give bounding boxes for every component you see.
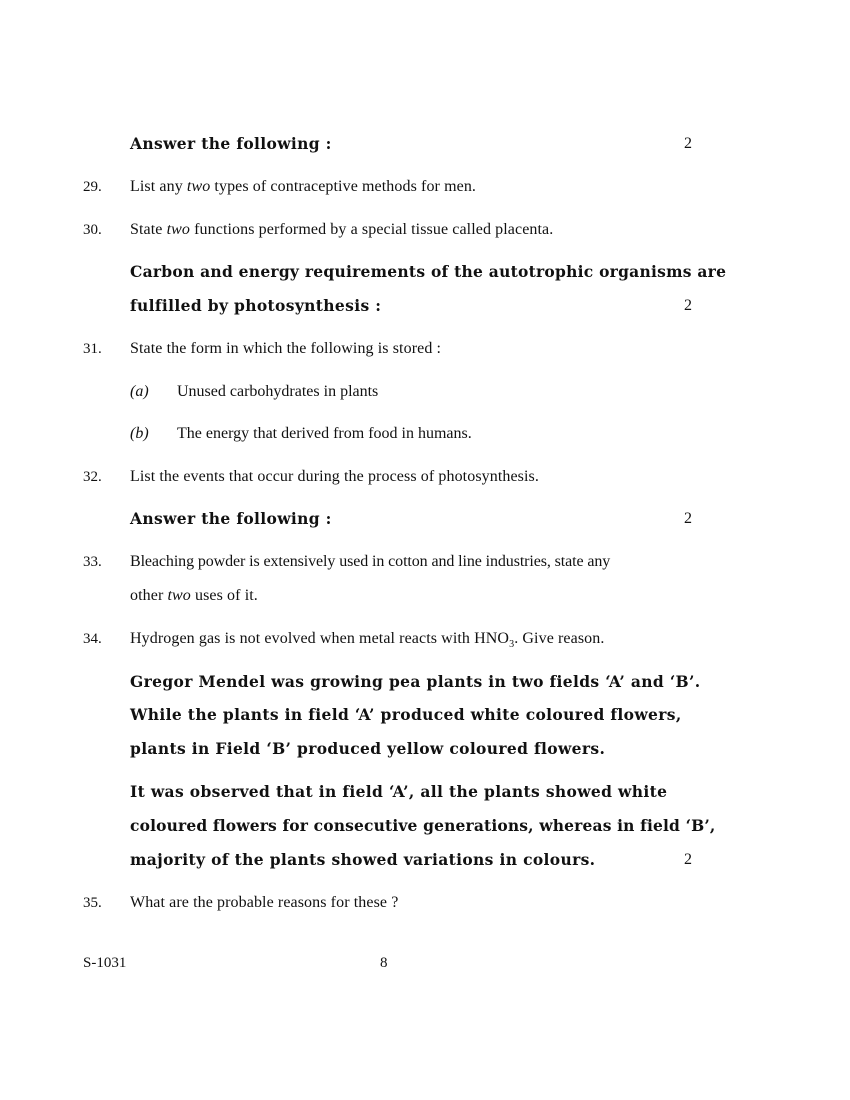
section-4-para-1-line-1: Gregor Mendel was growing pea plants in two fields ‘A’ and ‘B’. xyxy=(130,672,701,691)
question-number-34: 34. xyxy=(83,631,102,647)
section-4-para-2-line-2: coloured flowers for consecutive generations, whereas in field ‘B’, xyxy=(130,816,716,835)
question-text-34: Hydrogen gas is not evolved when metal reacts with $HNO_3$. Give reason. xyxy=(130,630,605,651)
sub-question-label-b: (b) xyxy=(130,425,149,442)
question-text-30: State two functions performed by a special tissue called placenta. xyxy=(130,221,554,238)
question-number-30: 30. xyxy=(83,222,102,238)
question-number-29: 29. xyxy=(83,179,102,195)
section-heading-1: Answer the following : xyxy=(130,134,332,153)
section-marks-4: 2 xyxy=(684,851,692,868)
sub-question-label-a: (a) xyxy=(130,383,149,400)
question-text-29: List any two types of contraceptive methods for men. xyxy=(130,178,477,195)
section-4-para-1-line-3: plants in Field ‘B’ produced yellow coloured flowers. xyxy=(130,739,606,758)
sub-question-text-a: Unused carbohydrates in plants xyxy=(177,383,379,400)
sub-question-text-b: The energy that derived from food in humans. xyxy=(177,425,472,442)
question-number-35: 35. xyxy=(83,895,102,911)
section-4-para-1-line-2: While the plants in field ‘A’ produced white coloured flowers, xyxy=(130,705,682,724)
question-number-32: 32. xyxy=(83,469,102,485)
section-marks-3: 2 xyxy=(684,510,692,527)
question-text-31: State the form in which the following is stored : xyxy=(130,340,442,357)
question-text-32: List the events that occur during the process of photosynthesis. xyxy=(130,468,539,485)
question-number-31: 31. xyxy=(83,341,102,357)
question-text-33-line-2: other two uses of it. xyxy=(130,587,258,604)
section-heading-3: Answer the following : xyxy=(130,509,332,528)
section-marks-1: 2 xyxy=(684,135,692,152)
section-heading-2-line-2: fulfilled by photosynthesis : xyxy=(130,296,382,315)
question-text-33-line-1: Bleaching powder is extensively used in cotton and line industries, state any xyxy=(130,553,611,570)
section-4-para-2-line-3: majority of the plants showed variations in colours. xyxy=(130,850,596,869)
section-heading-2-line-1: Carbon and energy requirements of the autotrophic organisms are xyxy=(130,262,727,281)
footer-page-number: 8 xyxy=(380,955,388,971)
question-number-33: 33. xyxy=(83,554,102,570)
footer-paper-code: S-1031 xyxy=(83,955,127,971)
section-4-para-2-line-1: It was observed that in field ‘A’, all the plants showed white xyxy=(130,782,668,801)
question-text-35: What are the probable reasons for these ? xyxy=(130,894,399,911)
section-marks-2: 2 xyxy=(684,297,692,314)
